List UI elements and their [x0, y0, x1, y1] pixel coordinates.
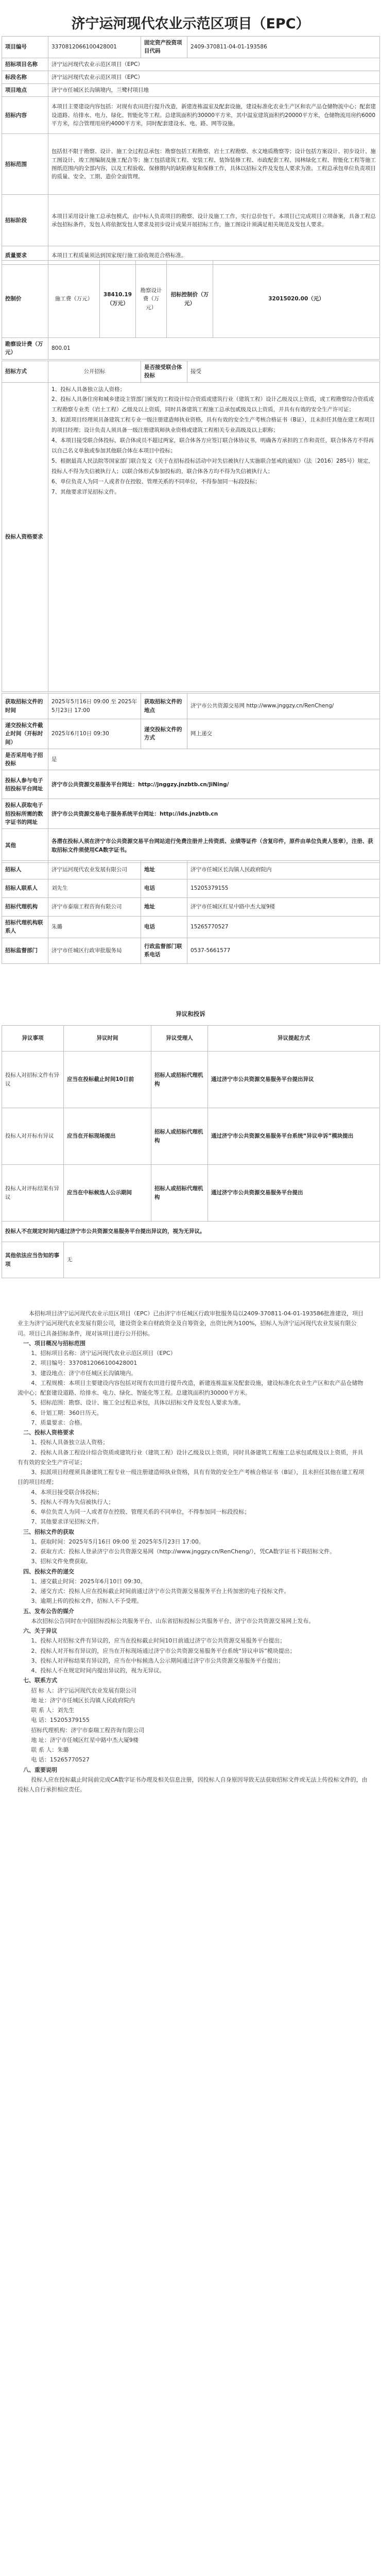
objection-way: 通过济宁市公共资源交易服务平台提出异议: [208, 1052, 380, 1108]
section-item: 3、招标文件免费获取。: [31, 1558, 92, 1565]
section-item: 招 标 人：济宁运河现代农业发展有限公司: [31, 1687, 137, 1694]
section-item: 2、项目编号：3370812066100428001: [31, 1360, 137, 1367]
quality-label: 质量要求: [2, 246, 48, 265]
section-item: 3、投标人对评标结果有异议的，应当在中标候选人公示期间通过济宁市公共资源交易服务平台提出；: [31, 1657, 284, 1664]
section-item: 地 址：济宁市任城区长沟镇人民政府院内: [31, 1697, 135, 1704]
objection-who: 招标人或招标代理机构: [151, 1052, 208, 1108]
bidder-req-label: 投标人资格要求: [2, 382, 48, 691]
agent-tel: 15265770527: [187, 917, 380, 938]
scope: 包括但不限于勘察、设计、施工全过程总承包：勘察包括工程勘察、岩土工程勘察、水文地质勘察等；设计包括方案设计、初步设计、施工图设计、竣工图编制及施工配合等；施工包括建筑工程、安装工程、装饰装修工程、市政配套工程、园林绿化工程、智能化工程等施工图纸范围内的全部内容，以及工程验收、保修期内的缺陷修复和保修工作，具体以招标文件及发包人要求为准。工程总承包单位负责项目的质量、安全、工期、造价全面管理。: [48, 134, 380, 195]
stage-label: 招标阶段: [2, 195, 48, 246]
objection-time: 应当在开标现场提出: [64, 1108, 151, 1165]
agent-label: 招标代理机构: [2, 898, 48, 917]
supervisor: 济宁市任城区行政审批服务局: [48, 938, 141, 963]
objection-time: 应当在投标截止时间10日前: [64, 1052, 151, 1108]
qualification-table: [2, 361, 380, 692]
deadline-label: 递交投标文件截止时间（开标时间）: [2, 719, 48, 749]
quality: 本项目工程质量须达到国家现行施工验收规范合格标准。: [48, 246, 380, 265]
supervisor-label: 招标监督部门: [2, 938, 48, 963]
price-design-label: 勘察设计费（万元）: [2, 338, 48, 360]
objection-col-who: 异议受理人: [151, 1026, 208, 1052]
section-item: 4、投标人不在规定时间内提出异议的，视为无异议。: [31, 1667, 165, 1674]
intro-paragraph: 本招标项目济宁运河现代农业示范区项目（EPC）已由济宁市任城区行政审批服务局以2409-370811-04-01-193586批准建设，项目业主为济宁运河现代农业发展有限公司，建设资金来自财政资金及自筹资金，出资比例为100%，招标人为济宁运河现代农业发展有限公司。项目已具备招标条件，现对该项目进行公开招标。: [18, 1310, 364, 1337]
project-info-table: [2, 36, 380, 265]
contacts-table: [2, 860, 380, 964]
approval-no-label: 固定资产投资项目代码: [141, 37, 187, 58]
price-total: 32015020.00（元）: [213, 261, 380, 338]
section-item: 6、计划工期：360日历天。: [31, 1409, 102, 1416]
docs-table: [2, 693, 380, 863]
section-heading: 七、联系方式: [23, 1677, 57, 1684]
section-item: 1、递交截止时间：2025年6月10日 09:30。: [31, 1578, 146, 1585]
page-title: 济宁运河现代农业示范区项目（EPC）: [71, 16, 310, 32]
price-design-value: 800.01: [48, 338, 380, 360]
price-label: 控制价: [2, 261, 48, 338]
submit-way: 网上递交: [187, 719, 380, 749]
objection-col-item: 异议事项: [2, 1026, 64, 1052]
package-name: 济宁运河现代农业示范区项目（EPC）: [48, 71, 380, 83]
bidder-req-item: 6、单位负责人为同一人或者存在控股、管理关系的不同单位，不得参加同一标段投标；: [51, 478, 261, 485]
price-sub-label-2: 勘察设计费（万元）: [136, 261, 167, 338]
project-name: 济宁运河现代农业示范区项目（EPC）: [48, 58, 380, 71]
objection-col-time: 异议时间: [64, 1026, 151, 1052]
section-item: 5、投标人不得为失信被执行人；: [31, 1498, 114, 1505]
objection-col-way: 异议提起方式: [208, 1026, 380, 1052]
section-item: 2、投标人对开标有异议的，应当在开标现场通过济宁市公共资源交易服务平台系统“异议申诉”模块提出；: [31, 1647, 296, 1654]
bidder-req-item: 2、投标人具备住房和城乡建设主管部门颁发的工程设计综合资质或建筑行业（建筑工程）设计乙级及以上资质，或工程勘察综合资质或工程勘察专业类（岩土工程）乙级及以上资质，同时具备建筑工程施工总承包贰级及以上资质，并具有有效的安全生产许可证；: [51, 396, 374, 413]
remark-label: 其他: [2, 829, 48, 863]
owner-addr-label: 地址: [141, 861, 187, 879]
cert-url[interactable]: 济宁市公共资源交易电子服务系统平台网址：http://ids.jnzbtb.cn: [48, 799, 380, 829]
price-sub-label-1: 施工费（万元）: [48, 261, 100, 338]
bidder-req-item: 4、本项目接受联合体投标，联合体成员不超过两家，联合体各方应签订联合体协议书，明确各方承担的工作和责任，联合体各方不得再以自己名义单独或参加其他联合体在本项目中投标；: [51, 437, 374, 454]
section-item: 3、逾期上传的投标文件，招标人不予受理。: [31, 1598, 143, 1605]
objection-way: 通过济宁市公共资源交易服务平台系统“异议申诉”模块提出: [208, 1108, 380, 1165]
announcement-body: [18, 1309, 368, 1794]
section-item: 6、单位负责人为同一人或者存在控股、管理关系的不同单位，不得参加同一标段投标；: [31, 1509, 250, 1515]
objection-way: 通过济宁市公共资源交易服务平台提出: [208, 1165, 380, 1222]
section-item: 3、拟派项目经理须具备建筑工程专业一级注册建造师执业资格，具有有效的安全生产考核合格证书（B证），且未担任其他在建工程项目的项目经理；: [18, 1469, 365, 1486]
submit-way-label: 递交投标文件的方式: [141, 719, 187, 749]
price-value-1: 38410.19（万元）: [100, 261, 136, 338]
other-matters-label: 其他依法应当告知的事项: [2, 1242, 64, 1278]
platform: 是: [48, 749, 380, 770]
objection-who: 招标人或招标代理机构: [151, 1108, 208, 1165]
docs-time: 2025年5月16日 09:00 至 2025年5月23日 17:00: [48, 693, 141, 719]
section-item: 4、本项目接受联合体投标；: [31, 1488, 103, 1496]
agent: 济宁市泰瑞工程咨询有限公司: [48, 898, 141, 917]
remark: 各潜在投标人须在济宁市公共资源交易平台网站进行免费注册并上传资质、业绩等证件（含复印件，原件由单位负责人签章），注册、获取招标文件须使用CA数字证书。: [48, 829, 380, 863]
table-row: [2, 1165, 380, 1222]
section-item: 2、递交方式：投标人应在投标截止时间前通过济宁市公共资源交易服务平台上传加密的电子投标文件。: [31, 1588, 290, 1595]
section-item: 电 话：15205379155: [31, 1717, 90, 1724]
section-item: 地 址：济宁市任城区红星中路中杰大厦9楼: [31, 1736, 138, 1743]
stage: 本项目采用设计施工总承包模式，由中标人负责项目的勘察、设计及施工工作，实行总价包干。本项目已完成项目立项备案，具备工程总承包招标条件，发包人将依据发包人要求及初步设计成果开展招标工作，施工图设计须满足相关规范及发包人要求。: [48, 195, 380, 246]
agent-addr-label: 地址: [141, 898, 187, 917]
section-heading: 六、关于异议: [23, 1628, 57, 1634]
package-name-label: 标段名称: [2, 71, 48, 83]
method-label: 招标方式: [2, 361, 48, 383]
section-item: 联 系 人：朱璐: [31, 1747, 69, 1753]
agent-person-label: 招标代理机构联系人: [2, 917, 48, 938]
project-no: 3370812066100428001: [48, 37, 141, 58]
owner-label: 招标人: [2, 861, 48, 879]
scope-label: 招标范围: [2, 134, 48, 195]
scale: 本项目主要建设内容包括：对现有农田进行提升改造，新建连栋温室及配套设施，建设标准化农业生产区和农产品仓储物流中心；配套建设道路、给排水、电力、绿化、智能化等工程。总建筑面积约30000平方米，其中温室建筑面积约20000平方米，仓储物流用房约6000平方米，综合管理用房约4000平方米，同时配套建设水、电、路、网等设施。: [48, 97, 380, 134]
docs-time-label: 获取招标文件的时间: [2, 693, 48, 719]
objection-item: 投标人对评标结果有异议: [2, 1165, 64, 1222]
section-item: 投标人应在投标截止时间前完成CA数字证书办理及相关信息注册，因投标人自身原因导致无法获取招标文件或无法上传投标文件的，由投标人自行承担相应责任。: [18, 1776, 368, 1793]
section-item: 1、获取时间：2025年5月16日 09:00 至 2025年5月23日 17:00。: [31, 1538, 204, 1545]
platform-url-label: 投标人参与电子招投标平台网址: [2, 770, 48, 799]
supervisor-tel-label: 行政监督部门联系电话: [141, 938, 187, 963]
objection-time: 应当在中标候选人公示期间: [64, 1165, 151, 1222]
agent-tel-label: 电话: [141, 917, 187, 938]
platform-label: 是否采用电子招投标: [2, 749, 48, 770]
section-item: 3、建设地点：济宁市任城区长沟镇境内。: [31, 1369, 137, 1377]
approval-no: 2409-370811-04-01-193586: [187, 37, 380, 58]
section-heading: 五、发布公告的媒介: [23, 1607, 74, 1615]
objection-item: 投标人对开标有异议: [2, 1108, 64, 1165]
bidder-req-item: 5、根据最高人民法院等国家部门联合发文《关于在招标投标活动中对失信被执行人实施联合惩戒的通知》（法〔2016〕285号）规定，投标人不得为失信被执行人；以联合体形式参加投标的，联合体各方均不得为失信被执行人；: [51, 458, 374, 475]
owner: 济宁运河现代农业发展有限公司: [48, 861, 141, 879]
table-row: [2, 1108, 380, 1165]
price-table: [2, 260, 380, 360]
method: 公开招标: [48, 361, 141, 383]
project-no-label: 项目编号: [2, 37, 48, 58]
section-item: 招标代理机构：济宁市泰瑞工程咨询有限公司: [31, 1726, 145, 1734]
location: 济宁市任城区长沟镇境内，兰鹭村项目地: [48, 84, 380, 97]
scale-label: 招标内容: [2, 97, 48, 134]
section-heading: 三、招标文件的获取: [23, 1528, 74, 1535]
consortium-label: 是否接受联合体投标: [141, 361, 187, 383]
table-row: [2, 1052, 380, 1108]
objection-table: [2, 1025, 380, 1278]
bidder-req-list: [48, 382, 380, 691]
section-heading: 一、项目概况与招标范围: [23, 1340, 85, 1347]
agent-person: 朱璐: [48, 917, 141, 938]
owner-tel-label: 电话: [141, 879, 187, 898]
bidder-req-item: 1、投标人具备独立法人资格；: [51, 386, 126, 393]
price-total-label: 招标控制价（万元）: [167, 261, 213, 338]
section-item: 4、工程规模：本项目主要建设内容包括对现有农田进行提升改造，新建连栋温室及配套设施，建设标准化农业生产区和农产品仓储物流中心；配套建设道路、给排水、电力、绿化、智能化等工程。总建筑面积约30000平方米。: [18, 1379, 363, 1396]
section-item: 5、招标范围：勘察、设计、施工全过程总承包，具体以招标文件及发包人要求为准。: [31, 1399, 245, 1406]
owner-person: 刘先生: [48, 879, 141, 898]
objection-who: 招标人或招标代理机构: [151, 1165, 208, 1222]
bidder-req-item: 3、拟派项目经理须具备建筑工程专业一级注册建造师执业资格，具有有效的安全生产考核合格证书（B证），且未担任其他在建工程项目的项目经理；设计负责人须具备一级注册建筑师执业资格或建筑工程相关专业高级及以上职称；: [51, 417, 375, 434]
agent-addr: 济宁市任城区红星中路中杰大厦9楼: [187, 898, 380, 917]
owner-tel: 15205379155: [187, 879, 380, 898]
section-item: 联 系 人：刘先生: [31, 1707, 75, 1714]
section-item: 2、获取方式：投标人登录济宁市公共资源交易网（http://www.jnggzy.cn/RenCheng/），凭CA数字证书下载招标文件。: [31, 1548, 336, 1555]
section-item: 7、质量要求：合格。: [31, 1419, 86, 1426]
section-heading: 二、投标人资格要求: [23, 1429, 74, 1436]
owner-person-label: 招标人联系人: [2, 879, 48, 898]
objection-note: 投标人不在规定时间内通过济宁市公共资源交易服务平台提出异议的，视为无异议。: [2, 1222, 380, 1242]
supervisor-tel: 0537-5661577: [187, 938, 380, 963]
section-item: 1、投标人具备独立法人资格；: [31, 1439, 109, 1446]
section-item: 电 话：15265770527: [31, 1756, 90, 1764]
section-heading: 四、投标文件的递交: [23, 1568, 74, 1575]
docs-place: 济宁市公共资源交易网 http://www.jnggzy.cn/RenCheng/: [187, 693, 380, 719]
cert-label: 投标人获取电子招投标所需的数字证书的网址: [2, 799, 48, 829]
objection-title: 异议和投诉: [176, 1010, 205, 1018]
section-item: 1、投标人对招标文件有异议的，应当在投标截止时间10日前通过济宁市公共资源交易服务平台提出；: [31, 1637, 286, 1645]
location-label: 项目地点: [2, 84, 48, 97]
objection-item: 投标人对招标文件有异议: [2, 1052, 64, 1108]
platform-url[interactable]: 济宁市公共资源交易服务平台网址：http://jnggzy.jnzbtb.cn/JiNing/: [48, 770, 380, 799]
project-name-label: 招标项目名称: [2, 58, 48, 71]
owner-addr: 济宁市任城区长沟镇人民政府院内: [187, 861, 380, 879]
deadline: 2025年6月10日 09:30: [48, 719, 141, 749]
docs-place-label: 获取招标文件的地点: [141, 693, 187, 719]
section-item: 1、招标项目名称：济宁运河现代农业示范区项目（EPC）: [31, 1350, 176, 1357]
consortium: 接受: [187, 361, 380, 383]
section-heading: 八、重要说明: [23, 1766, 57, 1773]
bidder-req-item: 7、其他要求详见招标文件。: [51, 488, 120, 495]
other-matters: 无: [64, 1242, 380, 1278]
section-item: 本次招标公告同时在中国招标投标公共服务平台、山东省招标投标公共服务平台、济宁市公共资源交易网上发布。: [31, 1617, 315, 1624]
section-item: 2、投标人具备工程设计综合资质或建筑行业（建筑工程）设计乙级及以上资质，同时具备建筑工程施工总承包贰级及以上资质，并具有有效的安全生产许可证；: [18, 1449, 363, 1466]
section-item: 7、其他要求详见招标文件。: [31, 1518, 103, 1526]
